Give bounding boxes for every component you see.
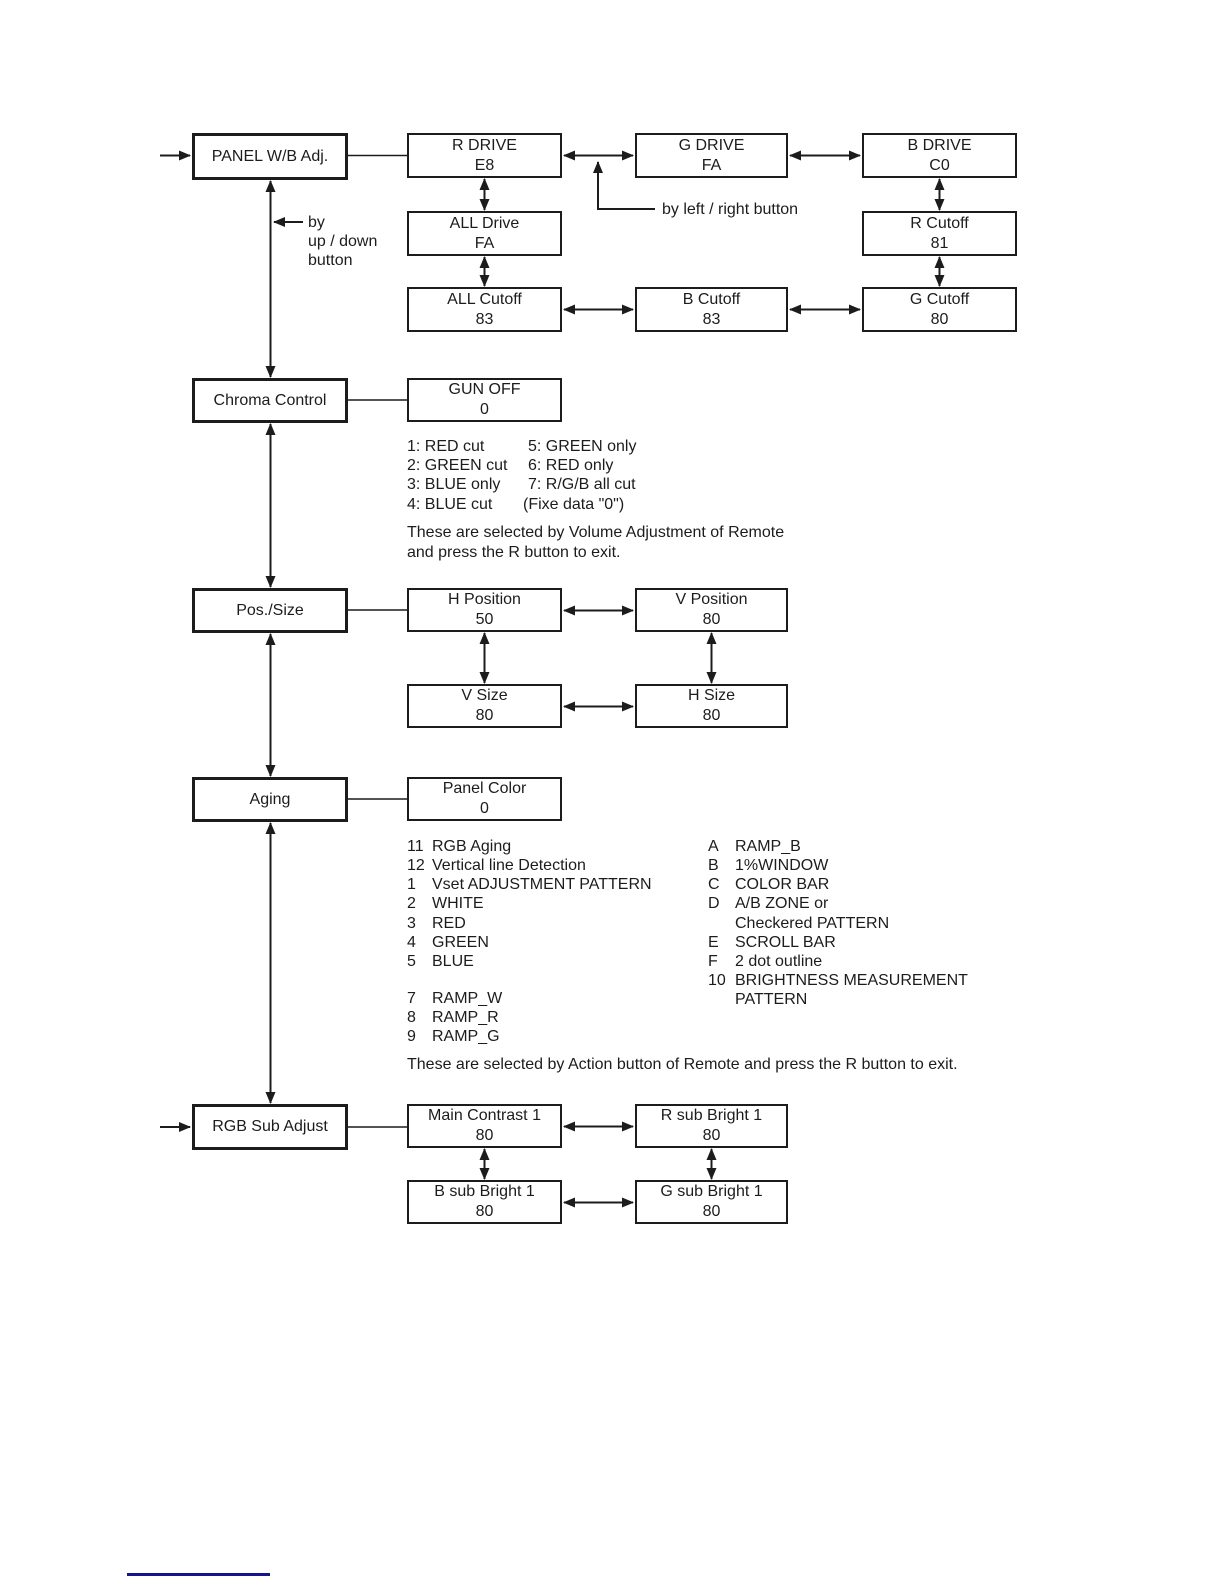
node-title: H Size: [687, 687, 736, 704]
list-item-key: 9: [407, 1028, 416, 1046]
node-value: 83: [702, 310, 721, 328]
list-item-text: RAMP_B: [735, 838, 801, 855]
annotation-up-down-button: [308, 213, 377, 271]
node-b-sub-bright-1: [407, 1180, 562, 1224]
node-g-drive: [635, 133, 788, 178]
list-item-key: F: [708, 952, 718, 970]
node-title: ALL Drive: [449, 214, 520, 232]
list-item-text: RED: [432, 914, 466, 932]
list-item-text: PATTERN: [735, 991, 808, 1009]
list-item-text: GREEN: [432, 933, 489, 951]
list-item: [708, 990, 968, 1009]
aging-pattern-list-left: [407, 837, 652, 1047]
list-item-text: SCROLL BAR: [735, 933, 836, 951]
list-item-key: 12: [407, 857, 425, 875]
node-v-size: [407, 684, 562, 728]
list-item-text: RAMP_G: [432, 1028, 500, 1046]
node-title: G sub Bright 1: [660, 1183, 763, 1200]
node-value: 50: [475, 611, 494, 628]
aging-pattern-list-right: [708, 837, 968, 1009]
chroma-note: [407, 523, 784, 562]
node-title: B sub Bright 1: [434, 1183, 535, 1200]
list-item-text: WHITE: [432, 895, 484, 913]
node-value: 80: [475, 707, 494, 724]
node-title: R sub Bright 1: [660, 1107, 763, 1124]
node-g-sub-bright-1: [635, 1180, 788, 1224]
note-line: and press the R button to exit.: [407, 543, 621, 561]
list-item-text: Vset ADJUSTMENT PATTERN: [432, 876, 652, 894]
legend-line: (Fixe data "0"): [523, 495, 625, 513]
aging-note: These are selected by Action button of Remote and press the R button to exit.: [407, 1056, 958, 1073]
menu-box-chroma-control: [192, 378, 348, 423]
list-item: [708, 971, 968, 990]
annotation-line: up / down: [308, 233, 378, 251]
node-b-cutoff: [635, 287, 788, 332]
node-title: V Size: [461, 687, 508, 704]
list-item-key: E: [708, 933, 719, 951]
list-item-text: Checkered PATTERN: [735, 914, 890, 932]
node-r-sub-bright-1: [635, 1104, 788, 1148]
node-title: R Cutoff: [910, 214, 969, 232]
menu-box-pos-size: [192, 588, 348, 633]
node-value: 80: [702, 707, 721, 724]
node-all-drive: [407, 211, 562, 256]
node-panel-color: [407, 777, 562, 821]
list-item-key: 1: [407, 876, 416, 894]
list-item-text: Vertical line Detection: [432, 857, 586, 875]
list-item-key: [708, 914, 735, 933]
node-b-drive: [862, 133, 1017, 178]
list-item: [407, 875, 652, 894]
node-h-size: [635, 684, 788, 728]
list-item-key: 4: [407, 933, 416, 951]
node-value: 81: [930, 234, 949, 252]
node-value: 80: [702, 611, 721, 628]
list-item: [708, 914, 968, 933]
list-item-key: 5: [407, 952, 416, 970]
node-gun-off: [407, 378, 562, 422]
node-title: G Cutoff: [909, 290, 970, 308]
list-item: [708, 894, 968, 913]
node-value: 80: [475, 1127, 494, 1144]
list-item: [407, 914, 652, 933]
node-title: ALL Cutoff: [447, 290, 522, 308]
node-g-cutoff: [862, 287, 1017, 332]
list-item-key: 10: [708, 972, 726, 990]
list-item-text: A/B ZONE or: [735, 895, 829, 913]
annotation-line: by: [308, 214, 325, 231]
node-value: C0: [929, 156, 950, 174]
list-item-text: RGB Aging: [432, 838, 512, 855]
list-item-text: BRIGHTNESS MEASUREMENT: [735, 972, 968, 990]
node-title: V Position: [675, 591, 748, 608]
list-item-key: 3: [407, 914, 416, 932]
node-title: G DRIVE: [678, 136, 745, 154]
list-item-text: 1%WINDOW: [735, 857, 829, 875]
legend-line: 1: RED cut: [407, 438, 485, 455]
node-value: FA: [474, 234, 495, 252]
list-item: [708, 837, 968, 856]
list-item: [708, 952, 968, 971]
node-value: 0: [480, 800, 489, 817]
menu-box-label: Aging: [249, 790, 291, 808]
node-title: B Cutoff: [682, 290, 741, 308]
node-title: Main Contrast 1: [428, 1107, 541, 1124]
legend-line: 2: GREEN cut: [407, 457, 508, 475]
node-title: B DRIVE: [907, 136, 972, 154]
node-all-cutoff: [407, 287, 562, 332]
node-r-drive: [407, 133, 562, 178]
menu-box-label: PANEL W/B Adj.: [211, 147, 329, 165]
node-title: H Position: [448, 591, 521, 608]
list-item-key: [708, 990, 735, 1009]
menu-box-panel-wb-adj: [192, 133, 348, 180]
list-item: [407, 1027, 652, 1046]
node-value: E8: [474, 156, 495, 174]
note-line: These are selected by Volume Adjustment of Remote: [407, 524, 785, 541]
list-item: [708, 856, 968, 875]
node-v-position: [635, 588, 788, 632]
list-item: [407, 989, 652, 1008]
menu-box-label: Pos./Size: [236, 601, 304, 619]
annotation-left-right-button: by left / right button: [662, 201, 799, 218]
list-item: [708, 933, 968, 952]
list-item-key: 8: [407, 1009, 416, 1027]
list-item: [708, 875, 968, 894]
list-item: [407, 856, 652, 875]
node-value: 0: [480, 401, 489, 418]
list-item-text: COLOR BAR: [735, 876, 830, 894]
list-item-key: 11: [407, 838, 424, 855]
list-item: [407, 933, 652, 952]
annotation-line: button: [308, 252, 353, 270]
list-item-text: BLUE: [432, 952, 474, 970]
node-title: GUN OFF: [448, 381, 521, 398]
list-item-key: C: [708, 876, 720, 894]
legend-line: 3: BLUE only: [407, 476, 501, 494]
node-title: R DRIVE: [452, 136, 517, 154]
list-item: [407, 1008, 652, 1027]
list-item-key: B: [708, 857, 719, 875]
legend-line: 6: RED only: [528, 457, 614, 475]
menu-box-label: Chroma Control: [213, 391, 327, 409]
list-item-text: RAMP_W: [432, 990, 503, 1008]
gun-off-legend-left: [407, 437, 507, 514]
footer-link[interactable]: [127, 1573, 270, 1576]
list-item: [407, 837, 652, 856]
list-gap: [407, 971, 652, 989]
list-item: [407, 894, 652, 913]
menu-box-aging: [192, 777, 348, 822]
legend-line: 4: BLUE cut: [407, 495, 493, 513]
list-item-key: 2: [407, 895, 416, 913]
list-item-text: 2 dot outline: [735, 952, 823, 970]
node-value: FA: [701, 156, 722, 174]
node-value: 80: [702, 1127, 721, 1144]
node-title: Panel Color: [442, 780, 527, 797]
node-value: 80: [930, 310, 949, 328]
gun-off-legend-right: [523, 437, 637, 514]
list-item-key: 7: [407, 990, 416, 1008]
list-item-key: A: [708, 838, 719, 855]
list-item-text: RAMP_R: [432, 1009, 499, 1027]
menu-box-rgb-sub-adjust: [192, 1104, 348, 1150]
node-main-contrast-1: [407, 1104, 562, 1148]
node-value: 83: [475, 310, 494, 328]
list-item: [407, 952, 652, 971]
legend-line: 5: GREEN only: [528, 438, 637, 455]
node-value: 80: [702, 1203, 721, 1220]
legend-line: 7: R/G/B all cut: [528, 476, 636, 494]
node-value: 80: [475, 1203, 494, 1220]
node-r-cutoff: [862, 211, 1017, 256]
list-item-key: D: [708, 895, 720, 913]
node-h-position: [407, 588, 562, 632]
menu-box-label: RGB Sub Adjust: [212, 1118, 328, 1135]
